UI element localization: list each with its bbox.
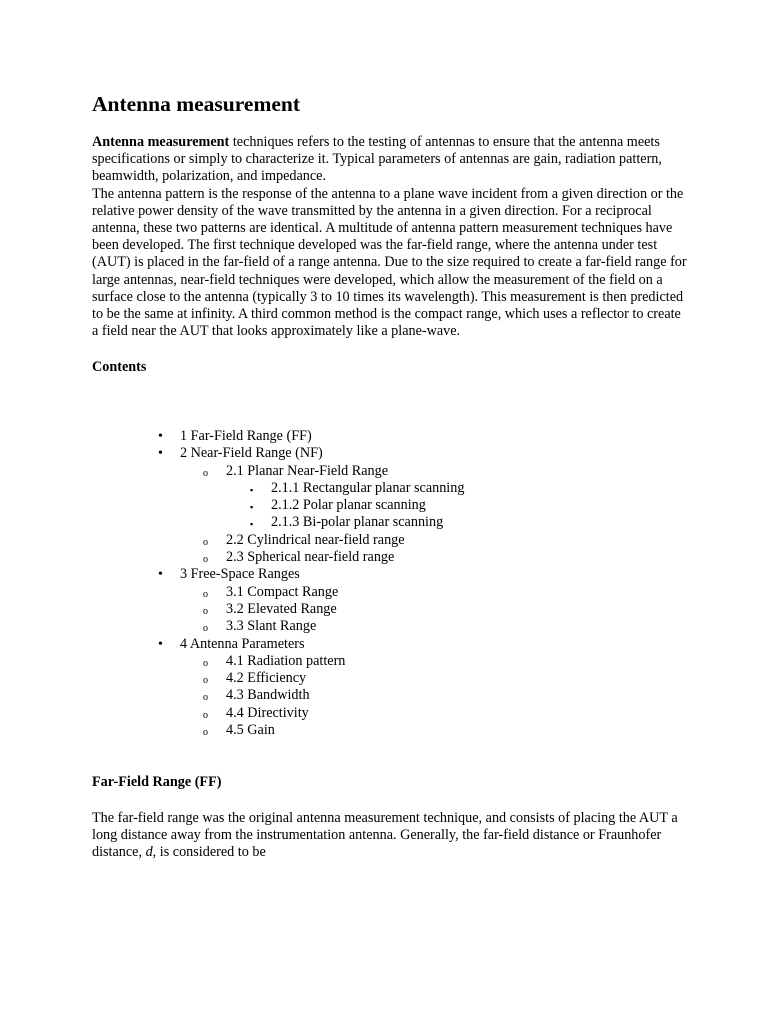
table-of-contents xyxy=(92,428,692,739)
toc-item-label: 4.5 Gain xyxy=(226,722,275,739)
toc-bullet-icon: ▪ xyxy=(250,519,254,530)
toc-bullet-icon: • xyxy=(158,567,163,583)
toc-bullet-icon: o xyxy=(203,588,208,600)
toc-item-label: 2.1.2 Polar planar scanning xyxy=(271,497,426,514)
toc-bullet-icon: o xyxy=(203,709,208,721)
toc-item-label: 3 Free-Space Ranges xyxy=(180,566,300,583)
toc-bullet-icon: o xyxy=(203,727,208,739)
toc-item-label: 3.1 Compact Range xyxy=(226,583,339,600)
toc-item[interactable] xyxy=(92,722,692,739)
intro-paragraph xyxy=(92,134,688,340)
variable-d: d xyxy=(145,844,153,861)
toc-item[interactable] xyxy=(92,653,692,670)
toc-item[interactable] xyxy=(92,497,692,514)
toc-item[interactable] xyxy=(92,601,692,618)
toc-item-label: 4 Antenna Parameters xyxy=(180,635,305,652)
toc-item[interactable] xyxy=(92,532,692,549)
toc-item[interactable] xyxy=(92,670,692,687)
toc-bullet-icon: o xyxy=(203,623,208,635)
intro-sentence-rest: techniques refers to the testing of antennas to ensure that the antenna meets specifications or simply to characterize it. Typical parameters of antennas are gain, radiation pattern, beamwidth, polarization, and impedance. xyxy=(92,134,662,185)
far-field-text-end: , is considered to be xyxy=(152,844,266,861)
toc-item-label: 4.1 Radiation pattern xyxy=(226,652,346,669)
toc-item[interactable] xyxy=(92,463,692,480)
section-heading-far-field: Far-Field Range (FF) xyxy=(92,774,222,790)
toc-item[interactable] xyxy=(92,584,692,601)
toc-bullet-icon: • xyxy=(158,446,163,462)
toc-item-label: 4.3 Bandwidth xyxy=(226,687,310,704)
toc-bullet-icon: ▪ xyxy=(250,502,254,513)
page-title: Antenna measurement xyxy=(92,92,301,116)
toc-item-label: 2.1.3 Bi-polar planar scanning xyxy=(271,514,444,531)
toc-item-label: 2.2 Cylindrical near-field range xyxy=(226,531,405,548)
toc-item-label: 1 Far-Field Range (FF) xyxy=(180,428,312,444)
intro-paragraph-2: The antenna pattern is the response of the antenna to a plane wave incident from a given direction or the relative power density of the wave transmitted by the antenna in a given direction. For a reciprocal antenna, these two patterns are identical. A multitude of antenna pattern measurement techniques have been developed. The first technique developed was the far-field range, where the antenna under test (AUT) is placed in the far-field of a range antenna. Due to the size required to create a far-field range for large antennas, near-field techniques were developed, which allow the measurement of the field on a surface close to the antenna (typically 3 to 10 times its wavelength). This measurement is then predicted to be the same at infinity. A third common method is the compact range, which uses a reflector to create a field near the AUT that looks approximately like a plane-wave. xyxy=(92,185,687,340)
toc-item[interactable] xyxy=(92,514,692,531)
toc-item[interactable] xyxy=(92,566,692,583)
toc-item-label: 3.3 Slant Range xyxy=(226,618,317,635)
toc-bullet-icon: • xyxy=(158,636,163,652)
toc-bullet-icon: o xyxy=(203,657,208,669)
toc-bullet-icon: o xyxy=(203,692,208,704)
toc-item[interactable] xyxy=(92,636,692,653)
toc-bullet-icon: o xyxy=(203,467,208,479)
intro-bold-lead: Antenna measurement xyxy=(92,134,230,150)
toc-item-label: 2.1 Planar Near-Field Range xyxy=(226,462,389,479)
toc-item-label: 4.2 Efficiency xyxy=(226,670,307,687)
toc-item-label: 3.2 Elevated Range xyxy=(226,600,337,617)
toc-item-label: 2.3 Spherical near-field range xyxy=(226,549,395,566)
toc-bullet-icon: • xyxy=(158,429,163,444)
toc-bullet-icon: ▪ xyxy=(250,484,254,495)
toc-item-label: 2 Near-Field Range (NF) xyxy=(180,445,323,462)
far-field-paragraph xyxy=(92,810,688,862)
toc-item[interactable] xyxy=(92,445,692,462)
toc-item-label: 2.1.1 Rectangular planar scanning xyxy=(271,479,465,496)
toc-item-label: 4.4 Directivity xyxy=(226,704,309,721)
toc-item[interactable] xyxy=(92,428,692,445)
toc-item[interactable] xyxy=(92,549,692,566)
toc-item[interactable] xyxy=(92,480,692,497)
toc-bullet-icon: o xyxy=(203,536,208,548)
toc-bullet-icon: o xyxy=(203,605,208,617)
toc-item[interactable] xyxy=(92,687,692,704)
far-field-text: The far-field range was the original antenna measurement technique, and consists of placing the AUT a long distance away from the instrumentation antenna. Generally, the far-field distance or Fraunhofer distance, xyxy=(92,810,678,861)
contents-heading: Contents xyxy=(92,359,147,375)
toc-bullet-icon: o xyxy=(203,675,208,687)
toc-bullet-icon: o xyxy=(203,554,208,566)
toc-item[interactable] xyxy=(92,705,692,722)
toc-item[interactable] xyxy=(92,618,692,635)
